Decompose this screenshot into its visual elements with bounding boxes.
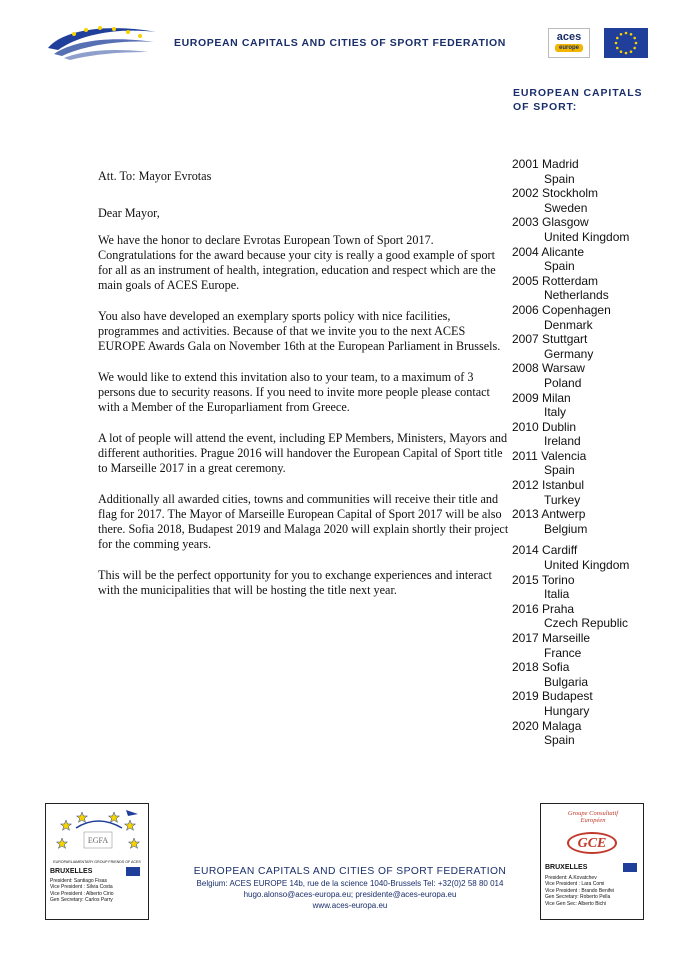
capital-item [512, 573, 662, 602]
capital-item [512, 245, 662, 274]
capital-country: Spain [544, 259, 575, 274]
gce-logo-text: GCE [577, 836, 607, 851]
footer-address: Belgium: ACES EUROPE 14b, rue de la science 1040-Brussels Tel: +32(0)2 58 80 014 [196, 879, 504, 888]
aces-logo-subtext: europe [555, 44, 583, 52]
eu-mini-flag-icon [623, 863, 637, 872]
capital-item [512, 660, 662, 689]
capital-city: 2007 Stuttgart [512, 332, 588, 347]
salutation: Dear Mayor, [98, 206, 160, 220]
capital-country: Spain [544, 463, 575, 478]
capital-country: Bulgaria [544, 674, 589, 689]
capital-country: Hungary [544, 703, 590, 718]
egfa-logo-text: EGFA [87, 836, 109, 845]
capital-city: 2015 Torino [512, 572, 575, 587]
capital-city: 2019 Budapest [512, 689, 593, 704]
egfa-gen-secretary: Gen Secretary: Carlos Parry [50, 897, 113, 904]
capital-country: United Kingdom [544, 558, 630, 573]
capitals-heading [513, 86, 642, 114]
gce-president: President: A.Kovatchev [545, 875, 597, 881]
paragraph-awarded-cities: Additionally all awarded cities, towns and communities will receive their title and flag for 2017. The Mayor of Marseille European Capital of Sport 2017 will be also there. Sofia 2018, Budapest 2019 and Malaga 2020 will explain shortly their project for the comming years. [98, 492, 509, 551]
federation-swoosh-logo [44, 22, 160, 60]
capital-city: 2020 Malaga [512, 718, 582, 733]
capital-item [512, 332, 662, 361]
capital-city: 2009 Milan [512, 390, 571, 405]
paragraph-team: We would like to extend this invitation also to your team, to a maximum of 3 persons due to security reasons. If you need to invite more people please contact with a Member of the Europarliament from Greece. [98, 370, 490, 414]
capital-city: 2004 Alicante [512, 244, 585, 259]
capitals-heading-line2: OF SPORT: [513, 101, 578, 113]
capital-country: Czech Republic [544, 616, 629, 631]
capital-city: 2016 Praha [512, 601, 575, 616]
capital-country: Spain [544, 171, 575, 186]
paragraph-award: We have the honor to declare Evrotas European Town of Sport 2017. Congratulations for the award because your city is really a good example of sport for all as an instrument of health, integration, education and respect which are the main goals of ACES Europe. [98, 233, 496, 292]
capital-country: Netherlands [544, 288, 609, 303]
letter-body [98, 169, 510, 614]
aces-logo-text: aces [556, 31, 582, 43]
capital-city: 2013 Antwerp [512, 507, 586, 522]
paragraph-opportunity: This will be the perfect opportunity for you to exchange experiences and interact with the municipalities that will be hosting the title next year. [98, 568, 492, 597]
gce-vice-president-1: Vice President : Lara Comi [545, 881, 605, 888]
capital-item [512, 186, 662, 215]
egfa-caption: EUROPARLIAMENTARY GROUP FRIENDS OF ACES [53, 860, 141, 864]
capital-item [512, 215, 662, 244]
aces-europe-logo [548, 28, 590, 58]
footer-title: EUROPEAN CAPITALS AND CITIES OF SPORT FEDERATION [193, 866, 507, 877]
federation-title: EUROPEAN CAPITALS AND CITIES OF SPORT FEDERATION [174, 37, 506, 49]
capital-item [512, 303, 662, 332]
eu-flag-icon [604, 28, 648, 58]
capitals-list [512, 157, 662, 748]
capital-city: 2014 Cardiff [512, 543, 578, 558]
capital-item [512, 420, 662, 449]
capital-country: Denmark [544, 317, 593, 332]
capital-city: 2011 Valencia [512, 448, 587, 463]
egfa-people [50, 878, 146, 904]
egfa-city: BRUXELLES [50, 868, 93, 875]
capital-city: 2017 Marseille [512, 631, 591, 645]
capital-country: Spain [544, 733, 575, 748]
capital-city: 2006 Copenhagen [512, 302, 611, 317]
capital-country: France [544, 645, 582, 660]
egfa-vice-president-1: Vice President : Silvia Costa [50, 884, 113, 891]
capital-country: Italy [544, 405, 567, 420]
capital-item [512, 602, 662, 631]
capitals-heading-line1: EUROPEAN CAPITALS [513, 87, 643, 99]
capital-city: 2008 Warsaw [512, 361, 585, 376]
gce-city: BRUXELLES [545, 864, 588, 871]
capital-item [512, 689, 662, 718]
capital-item [512, 449, 662, 478]
capital-country: Turkey [544, 492, 581, 507]
paragraph-invitation: You also have developed an exemplary sports policy with nice facilities, programmes and activities. Because of that we invite you to the next ACES EUROPE Awards Gala on November 16th at the European Parliament in Brussels. [98, 309, 501, 353]
capital-country: United Kingdom [544, 229, 630, 244]
gce-box [540, 803, 644, 920]
capital-country: Ireland [544, 434, 581, 449]
capital-item [512, 507, 662, 536]
capital-item [512, 157, 662, 186]
gce-logo [567, 832, 617, 854]
capital-country: Belgium [544, 521, 588, 536]
capital-country: Italia [544, 587, 570, 602]
attention-line: Att. To: Mayor Evrotas [98, 169, 212, 183]
egfa-president: President: Santiago Fisas [50, 878, 107, 884]
gce-vice-president-2: Vice President : Brando Benifei [545, 887, 615, 894]
egfa-logo [46, 806, 150, 862]
capital-city: 2002 Stockholm [512, 186, 599, 201]
capital-item [512, 274, 662, 303]
capital-item [512, 361, 662, 390]
gce-logo-script: Groupe Consultatif Européen [567, 810, 619, 824]
capital-country: Poland [544, 375, 582, 390]
capital-city: 2003 Glasgow [512, 215, 589, 230]
capital-city: 2010 Dublin [512, 419, 577, 434]
footer-contact [180, 866, 520, 911]
gce-vice-gen-secretary: Vice Gen Sec: Alberto Bichi [545, 900, 607, 907]
capital-item [512, 391, 662, 420]
capital-city: 2001 Madrid [512, 157, 579, 171]
capital-city: 2018 Sofia [512, 660, 570, 675]
egfa-vice-president-2: Vice President : Alberto Cirio [50, 890, 114, 897]
capital-country: Germany [544, 346, 594, 361]
footer-website[interactable]: www.aces-europa.eu [312, 901, 388, 910]
eu-mini-flag-icon [126, 867, 140, 876]
capital-item [512, 719, 662, 748]
capital-item [512, 631, 662, 660]
capital-item [512, 478, 662, 507]
capital-city: 2012 Istanbul [512, 478, 585, 493]
paragraph-event: A lot of people will attend the event, including EP Members, Ministers, Mayors and different authorities. Prague 2016 will handover the European Capital of Sport title to Marseille 2017 in a great ceremony. [98, 431, 508, 475]
gce-people [545, 875, 641, 907]
capital-country: Sweden [544, 200, 588, 215]
gce-gen-secretary: Gen Secretary: Roberto Pella [545, 894, 611, 901]
capital-city: 2005 Rotterdam [512, 273, 599, 288]
capital-item [512, 543, 662, 572]
footer-emails[interactable]: hugo.alonso@aces-europa.eu; presidente@aces-europa.eu [243, 890, 457, 899]
egfa-box [45, 803, 149, 920]
